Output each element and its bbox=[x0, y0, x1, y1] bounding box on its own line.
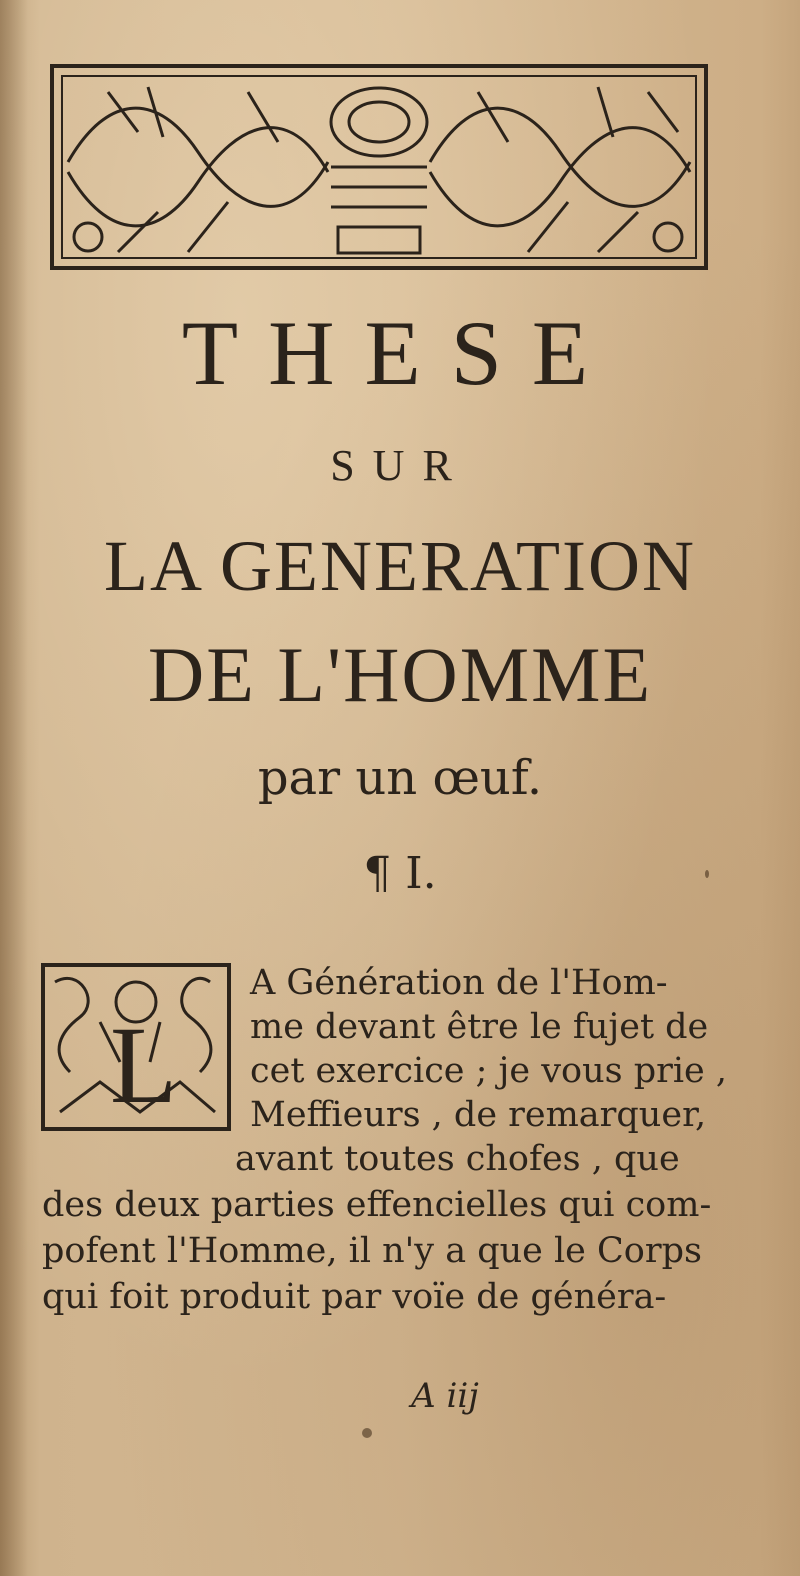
body-line-7: pofent l'Homme, il n'y a que le Corps bbox=[42, 1231, 702, 1271]
body-line-1: A Génération de l'Hom- bbox=[250, 963, 668, 1003]
title-par-un-oeuf: par un œuf. bbox=[257, 750, 543, 806]
title-sur: SUR bbox=[330, 441, 470, 490]
body-line-2: me devant être le fujet de bbox=[250, 1007, 709, 1047]
ink-speck bbox=[705, 870, 709, 878]
headpiece-ornament-icon bbox=[48, 62, 710, 272]
body-line-3: cet exercice ; je vous prie , bbox=[250, 1051, 728, 1091]
body-line-8: qui foit produit par voïe de généra- bbox=[42, 1277, 667, 1317]
title-la-generation: LA GENERATION bbox=[104, 526, 696, 606]
title-de-lhomme: DE L'HOMME bbox=[147, 631, 653, 718]
title-these: THESE bbox=[181, 302, 619, 404]
section-number: ¶ I. bbox=[363, 848, 437, 899]
ink-speck bbox=[362, 1428, 372, 1438]
body-line-5: avant toutes chofes , que bbox=[235, 1139, 680, 1179]
signature-mark: A iij bbox=[411, 1376, 479, 1416]
body-line-6: des deux parties effencielles qui com- bbox=[42, 1185, 712, 1225]
dropcap-ornament-icon bbox=[40, 962, 232, 1132]
body-line-4: Meffieurs , de remarquer, bbox=[250, 1095, 707, 1135]
svg-text:L: L bbox=[110, 1004, 178, 1126]
